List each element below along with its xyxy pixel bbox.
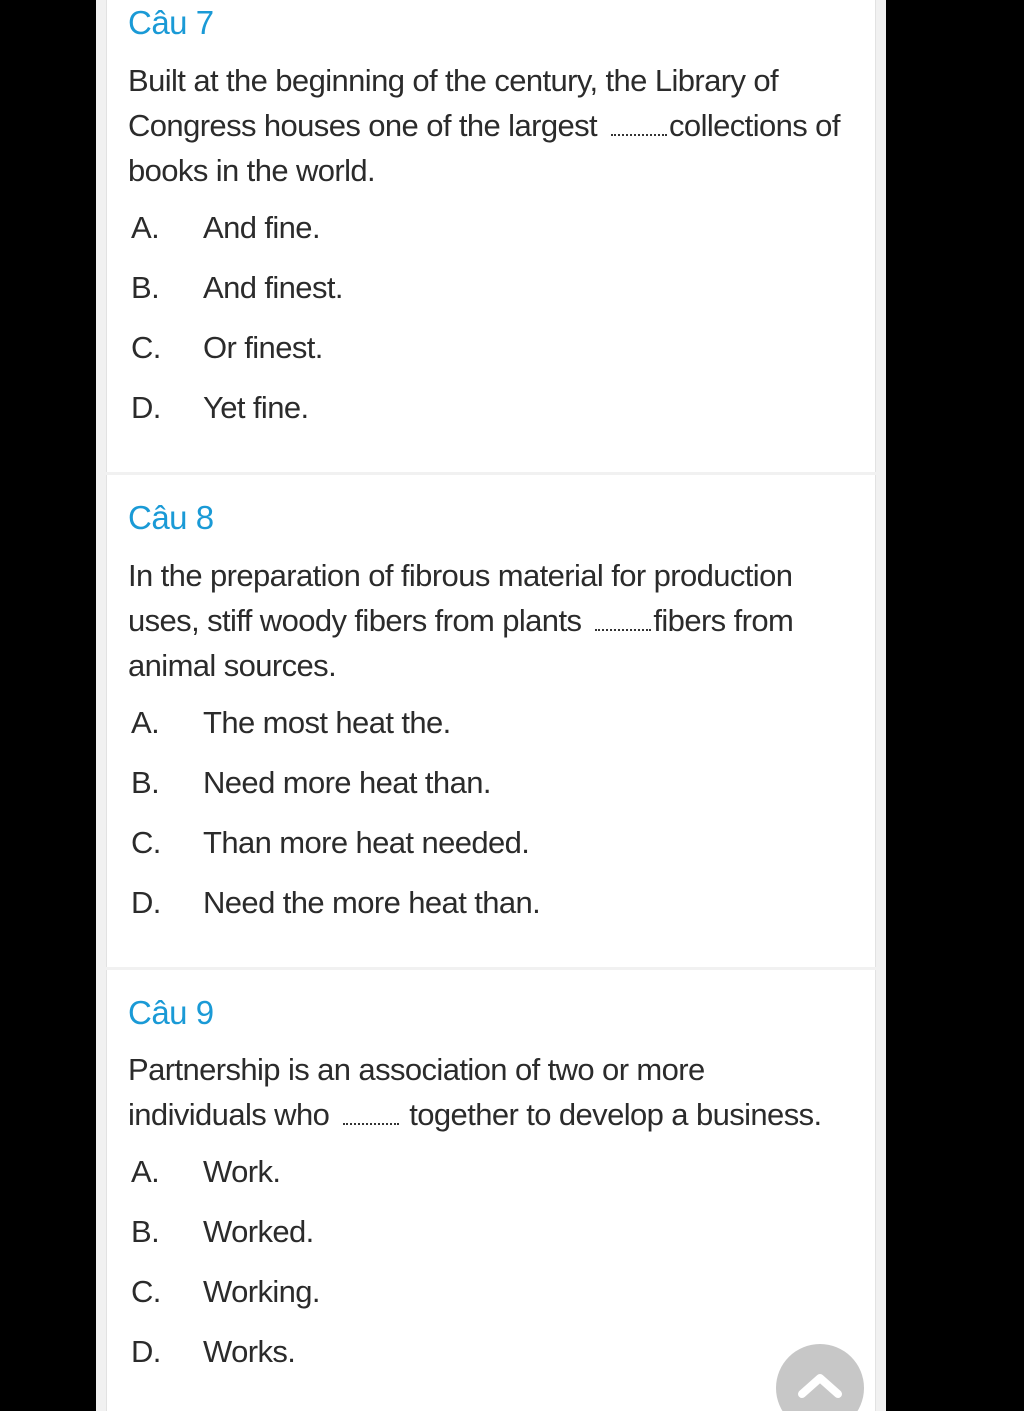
question-text: Partnership is an association of two or more individuals who together to develop a business.	[128, 1052, 822, 1132]
question-card-7	[106, 0, 876, 472]
question-text: Built at the beginning of the century, the Library of Congress houses one of the largest collections of books in the world.	[128, 63, 840, 188]
chevron-up-icon	[796, 1368, 844, 1404]
option-c[interactable]: C. Working.	[131, 1274, 320, 1309]
option-b[interactable]: B. And finest.	[131, 270, 343, 305]
option-a[interactable]: A. The most heat the.	[131, 705, 451, 740]
question-title: Câu 8	[128, 499, 214, 536]
answer-blank	[343, 1122, 399, 1125]
option-d[interactable]: D. Works.	[131, 1334, 296, 1369]
question-card-9	[106, 970, 876, 1411]
question-title: Câu 9	[128, 994, 214, 1031]
question-card-8	[106, 475, 876, 967]
option-b[interactable]: B. Need more heat than.	[131, 765, 491, 800]
option-d[interactable]: D. Need the more heat than.	[131, 885, 541, 920]
option-b[interactable]: B. Worked.	[131, 1214, 314, 1249]
question-text: In the preparation of fibrous material for production uses, stiff woody fibers from plants fibers from animal sources.	[128, 558, 794, 683]
option-a[interactable]: A. And fine.	[131, 210, 320, 245]
option-a[interactable]: A. Work.	[131, 1154, 281, 1189]
quiz-page	[96, 0, 886, 1411]
option-c[interactable]: C. Than more heat needed.	[131, 825, 530, 860]
answer-blank	[595, 628, 651, 631]
question-title: Câu 7	[128, 4, 214, 41]
answer-blank	[611, 133, 667, 136]
option-d[interactable]: D. Yet fine.	[131, 390, 309, 425]
option-c[interactable]: C. Or finest.	[131, 330, 323, 365]
